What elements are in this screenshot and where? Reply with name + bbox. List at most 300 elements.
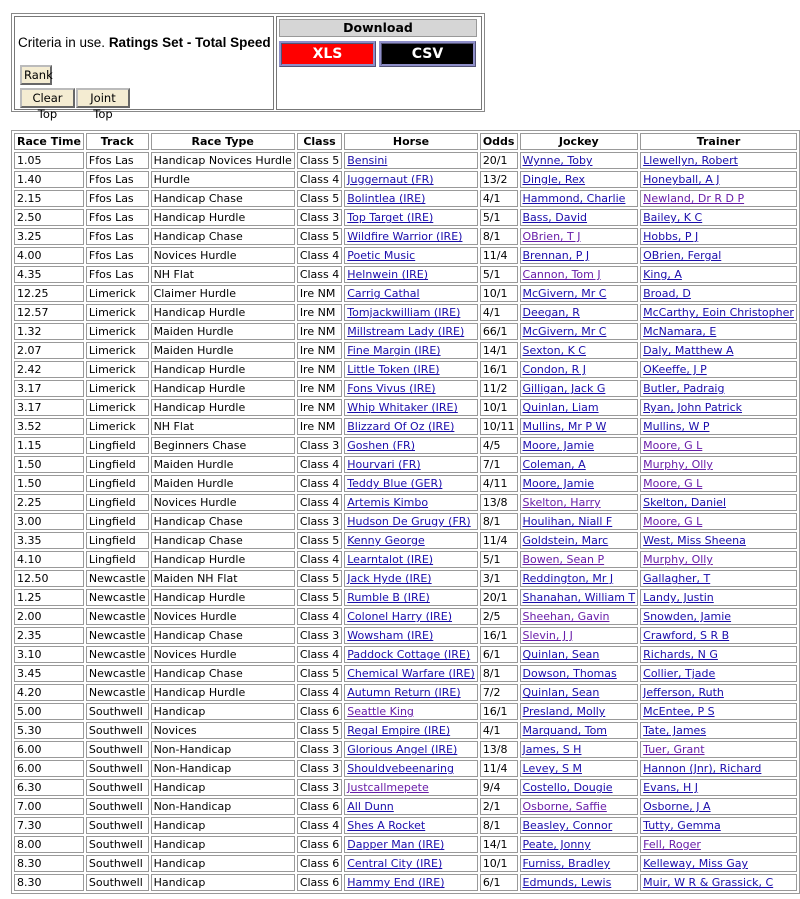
horse-link[interactable]: Shes A Rocket xyxy=(347,819,426,832)
jockey-link[interactable]: OBrien, T J xyxy=(522,230,581,243)
trainer-link-cell xyxy=(640,266,797,283)
trainer-link-cell xyxy=(640,475,797,492)
odds-cell: 10/1 xyxy=(480,285,518,302)
track-cell: Southwell xyxy=(86,817,149,834)
odds-cell: 6/1 xyxy=(480,874,518,891)
horse-link-cell xyxy=(344,266,478,283)
trainer-link[interactable]: Moore, G L xyxy=(643,477,703,490)
table-row xyxy=(14,266,797,283)
jockey-link[interactable]: Dowson, Thomas xyxy=(522,667,617,680)
horse-link[interactable]: Fine Margin (IRE) xyxy=(347,344,441,357)
jockey-link[interactable]: Reddington, Mr J xyxy=(522,572,614,585)
horse-link[interactable]: Bensini xyxy=(347,154,388,167)
horse-link[interactable]: Central City (IRE) xyxy=(347,857,443,870)
trainer-link-cell xyxy=(640,342,797,359)
horse-link[interactable]: Teddy Blue (GER) xyxy=(347,477,443,490)
jockey-link[interactable]: Costello, Dougie xyxy=(522,781,613,794)
class-cell: Class 6 xyxy=(297,836,342,853)
race-type-cell: Handicap Hurdle xyxy=(151,304,295,321)
track-cell: Ffos Las xyxy=(86,190,149,207)
trainer-link-cell xyxy=(640,171,797,188)
jockey-link[interactable]: McGivern, Mr C xyxy=(522,287,607,300)
jockey-link[interactable]: Beasley, Connor xyxy=(522,819,613,832)
horse-header: Horse xyxy=(344,133,478,150)
jockey-link[interactable]: Deegan, R xyxy=(522,306,580,319)
jockey-link[interactable]: Sexton, K C xyxy=(522,344,586,357)
odds-cell: 10/1 xyxy=(480,399,518,416)
jockey-link[interactable]: Moore, Jamie xyxy=(522,439,595,452)
race-time-cell: 3.25 xyxy=(14,228,84,245)
jockey-link-cell xyxy=(520,399,639,416)
horse-link[interactable]: Paddock Cottage (IRE) xyxy=(347,648,471,661)
joint-top-button[interactable]: Joint Top xyxy=(76,88,130,108)
race-time-cell: 1.15 xyxy=(14,437,84,454)
track-cell: Southwell xyxy=(86,836,149,853)
track-cell: Newcastle xyxy=(86,665,149,682)
jockey-link[interactable]: McGivern, Mr C xyxy=(522,325,607,338)
odds-cell: 4/1 xyxy=(480,304,518,321)
jockey-link[interactable]: Bass, David xyxy=(522,211,588,224)
race-time-cell: 12.57 xyxy=(14,304,84,321)
horse-link[interactable]: Shouldvebeenaring xyxy=(347,762,454,775)
table-row xyxy=(14,285,797,302)
jockey-link[interactable]: Presland, Molly xyxy=(522,705,606,718)
class-cell: Class 6 xyxy=(297,874,342,891)
track-cell: Limerick xyxy=(86,380,149,397)
race-time-cell: 3.35 xyxy=(14,532,84,549)
trainer-header: Trainer xyxy=(640,133,797,150)
horse-link[interactable]: Poetic Music xyxy=(347,249,416,262)
odds-cell: 20/1 xyxy=(480,152,518,169)
trainer-link-cell xyxy=(640,589,797,606)
race-type-cell: Non-Handicap xyxy=(151,760,295,777)
class-cell: Class 4 xyxy=(297,494,342,511)
trainer-link[interactable]: Moore, G L xyxy=(643,515,703,528)
trainer-link[interactable]: Newland, Dr R D P xyxy=(643,192,745,205)
jockey-link[interactable]: Hammond, Charlie xyxy=(522,192,626,205)
horse-link-cell xyxy=(344,285,478,302)
jockey-link[interactable]: James, S H xyxy=(522,743,582,756)
race-time-cell: 2.50 xyxy=(14,209,84,226)
clear-top-button[interactable]: Clear Top xyxy=(20,88,75,108)
race-type-cell: Handicap Hurdle xyxy=(151,589,295,606)
class-cell: Class 6 xyxy=(297,855,342,872)
jockey-link[interactable]: Brennan, P J xyxy=(522,249,590,262)
horse-link[interactable]: Justcallmepete xyxy=(347,781,429,794)
trainer-link-cell xyxy=(640,855,797,872)
trainer-link[interactable]: Daly, Matthew A xyxy=(643,344,734,357)
horse-link[interactable]: Kenny George xyxy=(347,534,425,547)
class-cell: Class 4 xyxy=(297,475,342,492)
horse-link-cell xyxy=(344,874,478,891)
table-row xyxy=(14,703,797,720)
trainer-link[interactable]: Tuer, Grant xyxy=(643,743,705,756)
odds-cell: 4/1 xyxy=(480,722,518,739)
track-cell: Newcastle xyxy=(86,570,149,587)
horse-link-cell xyxy=(344,304,478,321)
trainer-link[interactable]: Hobbs, P J xyxy=(643,230,699,243)
download-title: Download xyxy=(279,19,477,37)
horse-link[interactable]: Glorious Angel (IRE) xyxy=(347,743,458,756)
trainer-link[interactable]: Richards, N G xyxy=(643,648,718,661)
table-row xyxy=(14,152,797,169)
table-row xyxy=(14,627,797,644)
horse-link[interactable]: Wildfire Warrior (IRE) xyxy=(347,230,463,243)
jockey-link-cell xyxy=(520,361,639,378)
horse-link-cell xyxy=(344,475,478,492)
jockey-link[interactable]: Levey, S M xyxy=(522,762,582,775)
trainer-link[interactable]: Muir, W R & Grassick, C xyxy=(643,876,774,889)
jockey-link[interactable]: Marquand, Tom xyxy=(522,724,608,737)
table-row xyxy=(14,228,797,245)
jockey-link[interactable]: Mullins, Mr P W xyxy=(522,420,607,433)
trainer-link[interactable]: Ryan, John Patrick xyxy=(643,401,743,414)
rank-button[interactable]: Rank xyxy=(20,65,52,85)
jockey-link[interactable]: Dingle, Rex xyxy=(522,173,586,186)
horse-link[interactable]: Bolintlea (IRE) xyxy=(347,192,426,205)
race-time-cell: 1.25 xyxy=(14,589,84,606)
odds-cell: 11/4 xyxy=(480,532,518,549)
horse-link[interactable]: Dapper Man (IRE) xyxy=(347,838,445,851)
race-type-cell: Handicap Hurdle xyxy=(151,551,295,568)
jockey-link[interactable]: Edmunds, Lewis xyxy=(522,876,612,889)
race-type-cell: Handicap Chase xyxy=(151,228,295,245)
trainer-link[interactable]: Jefferson, Ruth xyxy=(643,686,724,699)
jockey-link[interactable]: Moore, Jamie xyxy=(522,477,595,490)
class-cell: Ire NM xyxy=(297,399,342,416)
horse-link[interactable]: Juggernaut (FR) xyxy=(347,173,434,186)
race-type-cell: Handicap Chase xyxy=(151,627,295,644)
criteria-panel xyxy=(11,13,485,121)
horse-link-cell xyxy=(344,152,478,169)
race-type-cell: Hurdle xyxy=(151,171,295,188)
horse-link[interactable]: Whip Whitaker (IRE) xyxy=(347,401,458,414)
jockey-link-cell xyxy=(520,570,639,587)
trainer-link-cell xyxy=(640,209,797,226)
trainer-link-cell xyxy=(640,874,797,891)
trainer-link[interactable]: West, Miss Sheena xyxy=(643,534,746,547)
race-time-header: Race Time xyxy=(14,133,84,150)
class-cell: Class 5 xyxy=(297,665,342,682)
trainer-link-cell xyxy=(640,760,797,777)
trainer-link[interactable]: Gallagher, T xyxy=(643,572,711,585)
trainer-link[interactable]: Skelton, Daniel xyxy=(643,496,726,509)
horse-link[interactable]: Fons Vivus (IRE) xyxy=(347,382,436,395)
race-time-cell: 2.15 xyxy=(14,190,84,207)
horse-link-cell xyxy=(344,855,478,872)
jockey-link[interactable]: Sheehan, Gavin xyxy=(522,610,610,623)
race-type-cell: Maiden Hurdle xyxy=(151,323,295,340)
horse-link[interactable]: Tomjackwilliam (IRE) xyxy=(347,306,461,319)
class-cell: Ire NM xyxy=(297,380,342,397)
jockey-link-cell xyxy=(520,228,639,245)
horse-link[interactable]: Rumble B (IRE) xyxy=(347,591,430,604)
horse-link[interactable]: Little Token (IRE) xyxy=(347,363,440,376)
jockey-link-cell xyxy=(520,551,639,568)
odds-cell: 8/1 xyxy=(480,513,518,530)
class-cell: Class 4 xyxy=(297,266,342,283)
criteria-cell xyxy=(14,16,274,121)
odds-cell: 5/1 xyxy=(480,266,518,283)
trainer-link[interactable]: McNamara, E xyxy=(643,325,717,338)
track-header: Track xyxy=(86,133,149,150)
table-row xyxy=(14,209,797,226)
trainer-link[interactable]: Osborne, J A xyxy=(643,800,711,813)
table-row xyxy=(14,323,797,340)
trainer-link[interactable]: Murphy, Olly xyxy=(643,458,713,471)
odds-cell: 11/4 xyxy=(480,760,518,777)
table-row xyxy=(14,361,797,378)
race-time-cell: 12.50 xyxy=(14,570,84,587)
race-time-cell: 3.17 xyxy=(14,380,84,397)
table-header-row xyxy=(14,133,797,150)
jockey-link-cell xyxy=(520,494,639,511)
horse-link[interactable]: Helnwein (IRE) xyxy=(347,268,429,281)
jockey-link[interactable]: Gilligan, Jack G xyxy=(522,382,606,395)
jockey-link[interactable]: Quinlan, Sean xyxy=(522,686,600,699)
race-type-cell: Handicap xyxy=(151,817,295,834)
trainer-link[interactable]: Honeyball, A J xyxy=(643,173,720,186)
jockey-link-cell xyxy=(520,190,639,207)
trainer-link-cell xyxy=(640,285,797,302)
jockey-link-cell xyxy=(520,475,639,492)
race-time-cell: 6.00 xyxy=(14,760,84,777)
horse-link-cell xyxy=(344,171,478,188)
jockey-link-cell xyxy=(520,152,639,169)
class-cell: Class 3 xyxy=(297,513,342,530)
race-type-cell: Handicap Novices Hurdle xyxy=(151,152,295,169)
trainer-link[interactable]: Broad, D xyxy=(643,287,691,300)
jockey-link[interactable]: Slevin, J J xyxy=(522,629,573,642)
track-cell: Ffos Las xyxy=(86,152,149,169)
horse-link[interactable]: Hammy End (IRE) xyxy=(347,876,445,889)
odds-cell: 2/1 xyxy=(480,798,518,815)
race-type-cell: Non-Handicap xyxy=(151,741,295,758)
trainer-link[interactable]: Tate, James xyxy=(643,724,707,737)
odds-cell: 5/1 xyxy=(480,551,518,568)
xls-download-button[interactable]: XLS xyxy=(279,41,376,67)
race-time-cell: 4.20 xyxy=(14,684,84,701)
trainer-link[interactable]: Tutty, Gemma xyxy=(643,819,721,832)
class-cell: Class 5 xyxy=(297,532,342,549)
race-time-cell: 1.40 xyxy=(14,171,84,188)
jockey-link[interactable]: Skelton, Harry xyxy=(522,496,601,509)
track-cell: Lingfield xyxy=(86,532,149,549)
jockey-link-cell xyxy=(520,646,639,663)
race-time-cell: 8.30 xyxy=(14,855,84,872)
table-row xyxy=(14,247,797,264)
table-row xyxy=(14,456,797,473)
race-time-cell: 6.30 xyxy=(14,779,84,796)
track-cell: Southwell xyxy=(86,760,149,777)
trainer-link[interactable]: Murphy, Olly xyxy=(643,553,713,566)
trainer-link[interactable]: Hannon (Jnr), Richard xyxy=(643,762,762,775)
track-cell: Limerick xyxy=(86,399,149,416)
horse-link[interactable]: Carrig Cathal xyxy=(347,287,420,300)
horse-link-cell xyxy=(344,817,478,834)
horse-link[interactable]: Regal Empire (IRE) xyxy=(347,724,451,737)
trainer-link[interactable]: McEntee, P S xyxy=(643,705,715,718)
trainer-link[interactable]: Moore, G L xyxy=(643,439,703,452)
race-type-cell: Handicap Hurdle xyxy=(151,399,295,416)
odds-cell: 16/1 xyxy=(480,627,518,644)
jockey-link-cell xyxy=(520,817,639,834)
trainer-link-cell xyxy=(640,323,797,340)
race-type-cell: Handicap Chase xyxy=(151,190,295,207)
horse-link[interactable]: Wowsham (IRE) xyxy=(347,629,434,642)
horse-link[interactable]: Artemis Kimbo xyxy=(347,496,429,509)
table-row xyxy=(14,684,797,701)
horse-link[interactable]: Millstream Lady (IRE) xyxy=(347,325,465,338)
jockey-link-cell xyxy=(520,855,639,872)
trainer-link-cell xyxy=(640,722,797,739)
trainer-link-cell xyxy=(640,532,797,549)
class-cell: Ire NM xyxy=(297,323,342,340)
trainer-link[interactable]: Kelleway, Miss Gay xyxy=(643,857,748,870)
table-row xyxy=(14,589,797,606)
horse-link[interactable]: Hourvari (FR) xyxy=(347,458,421,471)
trainer-link[interactable]: OBrien, Fergal xyxy=(643,249,722,262)
trainer-link[interactable]: Bailey, K C xyxy=(643,211,703,224)
trainer-link-cell xyxy=(640,608,797,625)
jockey-link[interactable]: Condon, R J xyxy=(522,363,586,376)
class-cell: Class 6 xyxy=(297,798,342,815)
horse-link[interactable]: Learntalot (IRE) xyxy=(347,553,434,566)
class-cell: Class 5 xyxy=(297,589,342,606)
race-time-cell: 1.50 xyxy=(14,475,84,492)
horse-link[interactable]: Seattle King xyxy=(347,705,414,718)
class-cell: Class 5 xyxy=(297,152,342,169)
jockey-link-cell xyxy=(520,703,639,720)
horse-link[interactable]: Colonel Harry (IRE) xyxy=(347,610,453,623)
odds-cell: 8/1 xyxy=(480,817,518,834)
race-type-cell: Handicap Chase xyxy=(151,513,295,530)
class-cell: Class 5 xyxy=(297,570,342,587)
download-cell xyxy=(276,16,482,110)
horse-link-cell xyxy=(344,418,478,435)
track-cell: Limerick xyxy=(86,304,149,321)
race-time-cell: 1.05 xyxy=(14,152,84,169)
table-row xyxy=(14,608,797,625)
jockey-link[interactable]: Quinlan, Sean xyxy=(522,648,600,661)
race-type-cell: Handicap Hurdle xyxy=(151,361,295,378)
track-cell: Southwell xyxy=(86,798,149,815)
track-cell: Limerick xyxy=(86,418,149,435)
jockey-link[interactable]: Houlihan, Niall F xyxy=(522,515,613,528)
horse-link-cell xyxy=(344,437,478,454)
jockey-link[interactable]: Bowen, Sean P xyxy=(522,553,605,566)
horse-link[interactable]: All Dunn xyxy=(347,800,394,813)
track-cell: Ffos Las xyxy=(86,209,149,226)
track-cell: Newcastle xyxy=(86,646,149,663)
trainer-link[interactable]: Butler, Padraig xyxy=(643,382,725,395)
race-time-cell: 3.52 xyxy=(14,418,84,435)
trainer-link[interactable]: Landy, Justin xyxy=(643,591,714,604)
track-cell: Lingfield xyxy=(86,475,149,492)
jockey-link[interactable]: Osborne, Saffie xyxy=(522,800,607,813)
track-cell: Ffos Las xyxy=(86,228,149,245)
table-row xyxy=(14,513,797,530)
jockey-link[interactable]: Cannon, Tom J xyxy=(522,268,601,281)
class-cell: Ire NM xyxy=(297,361,342,378)
races-table xyxy=(11,130,800,894)
jockey-link[interactable]: Peate, Jonny xyxy=(522,838,591,851)
odds-cell: 20/1 xyxy=(480,589,518,606)
class-cell: Class 5 xyxy=(297,228,342,245)
track-cell: Southwell xyxy=(86,855,149,872)
horse-link-cell xyxy=(344,323,478,340)
odds-cell: 7/2 xyxy=(480,684,518,701)
track-cell: Southwell xyxy=(86,779,149,796)
race-time-cell: 1.32 xyxy=(14,323,84,340)
trainer-link[interactable]: Collier, Tjade xyxy=(643,667,716,680)
trainer-link-cell xyxy=(640,228,797,245)
jockey-link-cell xyxy=(520,323,639,340)
jockey-link[interactable]: Coleman, A xyxy=(522,458,586,471)
trainer-link[interactable]: Mullins, W P xyxy=(643,420,710,433)
horse-link[interactable]: Blizzard Of Oz (IRE) xyxy=(347,420,455,433)
odds-cell: 8/1 xyxy=(480,665,518,682)
jockey-link[interactable]: Wynne, Toby xyxy=(522,154,593,167)
jockey-link-cell xyxy=(520,589,639,606)
horse-link[interactable]: Top Target (IRE) xyxy=(347,211,434,224)
trainer-link-cell xyxy=(640,152,797,169)
track-cell: Ffos Las xyxy=(86,247,149,264)
race-time-cell: 6.00 xyxy=(14,741,84,758)
trainer-link[interactable]: Snowden, Jamie xyxy=(643,610,732,623)
jockey-link-cell xyxy=(520,608,639,625)
trainer-link[interactable]: OKeeffe, J P xyxy=(643,363,707,376)
horse-link[interactable]: Jack Hyde (IRE) xyxy=(347,572,432,585)
jockey-link[interactable]: Goldstein, Marc xyxy=(522,534,609,547)
horse-link[interactable]: Hudson De Grugy (FR) xyxy=(347,515,471,528)
trainer-link-cell xyxy=(640,627,797,644)
jockey-link-cell xyxy=(520,380,639,397)
trainer-link[interactable]: King, A xyxy=(643,268,682,281)
track-cell: Lingfield xyxy=(86,456,149,473)
horse-link[interactable]: Goshen (FR) xyxy=(347,439,415,452)
jockey-link-cell xyxy=(520,665,639,682)
odds-cell: 4/1 xyxy=(480,190,518,207)
table-row xyxy=(14,817,797,834)
class-cell: Class 4 xyxy=(297,817,342,834)
race-time-cell: 3.10 xyxy=(14,646,84,663)
trainer-link[interactable]: Crawford, S R B xyxy=(643,629,730,642)
class-cell: Class 5 xyxy=(297,190,342,207)
horse-link-cell xyxy=(344,247,478,264)
table-row xyxy=(14,722,797,739)
jockey-link[interactable]: Shanahan, William T xyxy=(522,591,636,604)
horse-link[interactable]: Autumn Return (IRE) xyxy=(347,686,461,699)
trainer-link-cell xyxy=(640,703,797,720)
jockey-link[interactable]: Furniss, Bradley xyxy=(522,857,611,870)
jockey-link-cell xyxy=(520,627,639,644)
race-time-cell: 8.30 xyxy=(14,874,84,891)
jockey-link[interactable]: Quinlan, Liam xyxy=(522,401,599,414)
horse-link[interactable]: Chemical Warfare (IRE) xyxy=(347,667,475,680)
csv-download-button[interactable]: CSV xyxy=(379,41,476,67)
race-time-cell: 7.30 xyxy=(14,817,84,834)
race-time-cell: 7.00 xyxy=(14,798,84,815)
trainer-link[interactable]: Llewellyn, Robert xyxy=(643,154,738,167)
jockey-link-cell xyxy=(520,437,639,454)
trainer-link[interactable]: Fell, Roger xyxy=(643,838,701,851)
race-type-cell: Claimer Hurdle xyxy=(151,285,295,302)
race-time-cell: 5.00 xyxy=(14,703,84,720)
trainer-link[interactable]: Evans, H J xyxy=(643,781,699,794)
track-cell: Southwell xyxy=(86,703,149,720)
trainer-link[interactable]: McCarthy, Eoin Christopher xyxy=(643,306,794,319)
